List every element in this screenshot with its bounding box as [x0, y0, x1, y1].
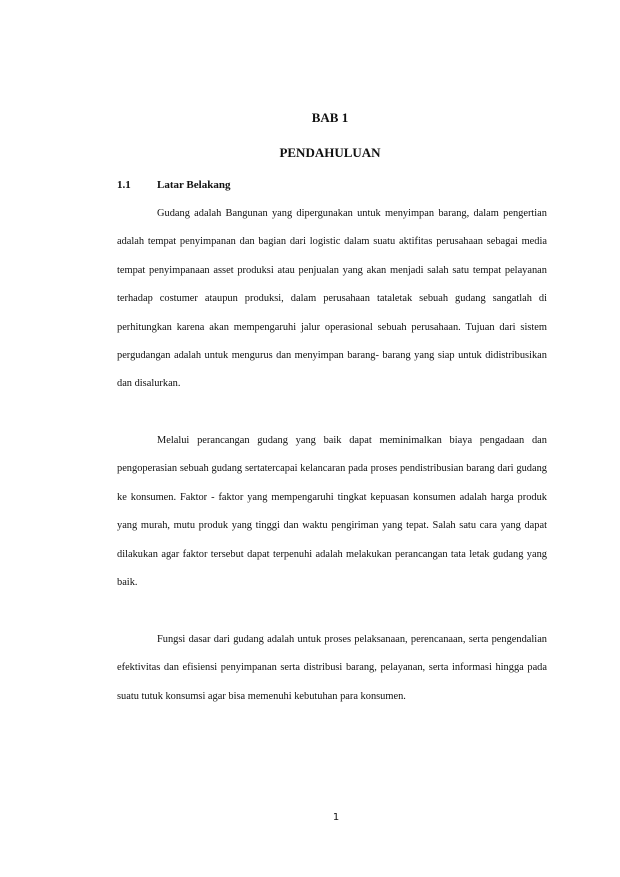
page-number: 1 [332, 812, 340, 823]
section-heading [117, 179, 230, 191]
paragraph-2-text: Melalui perancangan gudang yang baik dapat meminimalkan biaya pengadaan dan pengoperasian sebuah gudang sertatercapai kelancaran pada proses pendistribusian barang dari gudang ke konsumen. Faktor - faktor yang mempengaruhi tingkat kepuasan konsumen adalah harga produk yang murah, mutu produk yang tinggi dan waktu pengiriman yang tepat. Salah satu cara yang dapat dilakukan agar faktor tersebut dapat terpenuhi adalah melakukan perancangan tata letak gudang yang baik. [117, 435, 547, 589]
paragraph-3 [117, 626, 547, 711]
paragraph-1 [117, 200, 547, 399]
section-number: 1.1 [117, 179, 131, 191]
chapter-label: BAB 1 [311, 110, 349, 125]
paragraph-2 [117, 427, 547, 597]
chapter-title: PENDAHULUAN [279, 145, 381, 160]
section-title: Latar Belakang [157, 179, 231, 191]
paragraph-3-text: Fungsi dasar dari gudang adalah untuk proses pelaksanaan, perencanaan, serta pengendalian efektivitas dan efisiensi penyimpanan serta distribusi barang, pelayanan, serta informasi hingga pada suatu tutuk konsumsi agar bisa memenuhi kebutuhan para konsumen. [117, 634, 547, 702]
paragraph-1-text: Gudang adalah Bangunan yang dipergunakan untuk menyimpan barang, dalam pengertian adalah tempat penyimpanan dan bagian dari logistic dalam suatu aktifitas perusahaan sebagai media tempat penyimpanaan asset produksi atau penjualan yang akan menjadi salah satu tempat pelayanan terhadap costumer ataupun produksi, dalam perusahaan tataletak sebuah gudang sangatlah di perhitungkan karena akan mempengaruhi jalur operasional sebuah perusahaan. Tujuan dari sistem pergudangan adalah untuk mengurus dan menyimpan barang- barang yang siap untuk didistribusikan dan disalurkan. [117, 208, 547, 390]
